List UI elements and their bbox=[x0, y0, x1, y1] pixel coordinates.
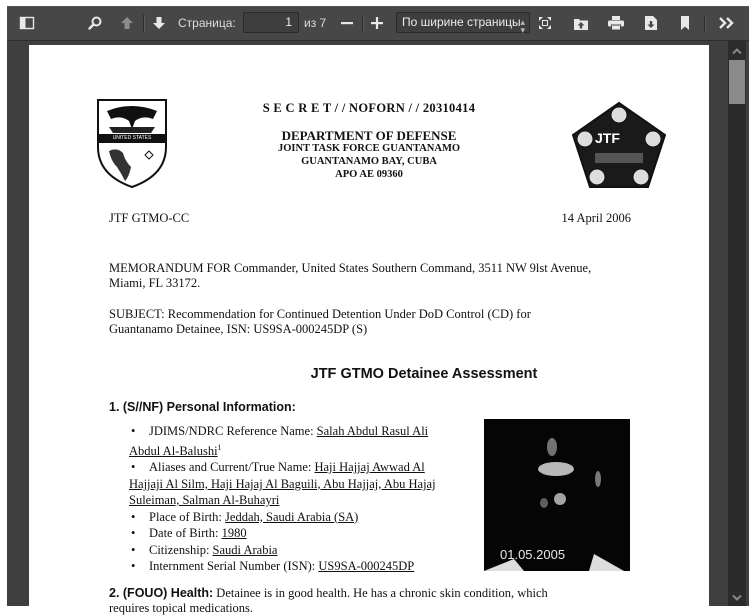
list-item-continuation bbox=[129, 476, 469, 493]
list-item bbox=[129, 509, 469, 526]
item-value: 1980 bbox=[221, 526, 247, 541]
search-button[interactable] bbox=[83, 6, 107, 40]
toolbar-separator bbox=[704, 15, 705, 32]
list-item-continuation bbox=[129, 492, 469, 509]
page-total: из 7 bbox=[304, 16, 327, 30]
download-icon bbox=[645, 16, 657, 30]
office-code: JTF GTMO-CC bbox=[109, 211, 190, 225]
toolbar-separator bbox=[362, 15, 363, 32]
bookmark-button[interactable] bbox=[673, 6, 697, 40]
pdf-page bbox=[29, 45, 709, 615]
item-value: Salah Abdul Rasul Ali bbox=[316, 424, 429, 438]
arrow-up-icon bbox=[120, 16, 134, 30]
section-2-paragraph bbox=[109, 586, 548, 601]
section-2-text: Detainee is in good health. He has a chronic skin condition, which bbox=[213, 586, 548, 600]
classification-banner: S E C R E T / / NOFORN / / 20310414 bbox=[262, 101, 476, 115]
toolbar bbox=[7, 6, 749, 41]
item-label: Internment Serial Number (ISN): bbox=[149, 559, 319, 574]
section-2-heading: 2. (FOUO) Health: bbox=[109, 586, 214, 600]
list-item-continuation bbox=[129, 440, 469, 460]
zoom-select[interactable] bbox=[396, 12, 530, 33]
personal-info-list bbox=[129, 423, 469, 575]
detainee-photo bbox=[484, 419, 630, 571]
item-label: JDIMS/NDRC Reference Name: bbox=[149, 424, 317, 438]
double-chevron-right-icon bbox=[719, 17, 735, 29]
item-label: Date of Birth: bbox=[149, 526, 222, 541]
item-value: Abdul Al-Balushi bbox=[129, 443, 218, 458]
item-value: US9SA-000245DP bbox=[318, 559, 415, 574]
footnote-marker: 1 bbox=[217, 442, 222, 452]
item-value: Haji Hajjaj Awwad Al bbox=[314, 460, 425, 475]
search-icon bbox=[88, 16, 102, 30]
presentation-mode-button[interactable] bbox=[533, 6, 557, 40]
scroll-up-button[interactable] bbox=[728, 41, 746, 59]
tools-button[interactable] bbox=[712, 6, 742, 40]
org-line: JOINT TASK FORCE GUANTANAMO bbox=[277, 143, 461, 154]
assessment-title: JTF GTMO Detainee Assessment bbox=[310, 366, 538, 382]
vertical-scrollbar[interactable] bbox=[728, 41, 746, 606]
org-line: GUANTANAMO BAY, CUBA bbox=[301, 156, 437, 167]
item-value: Hajjaji Al Silm, Haji Hajaj Al Baguili, Abu Hajjaj, Abu Hajaj bbox=[129, 476, 436, 491]
list-item bbox=[129, 423, 469, 440]
memo-line: Miami, FL 33172. bbox=[109, 276, 201, 290]
zoom-out-button[interactable] bbox=[337, 6, 357, 40]
next-page-button[interactable] bbox=[147, 6, 171, 40]
item-value: Saudi Arabia bbox=[212, 542, 278, 557]
document-viewer[interactable] bbox=[7, 41, 749, 615]
subject-line: Guantanamo Detainee, ISN: US9SA-000245DP (S) bbox=[109, 322, 368, 336]
chevron-down-icon bbox=[732, 588, 742, 606]
presentation-mode-icon bbox=[538, 16, 552, 30]
arrow-down-icon bbox=[152, 16, 166, 30]
item-label: Citizenship: bbox=[149, 542, 213, 557]
page-number-input[interactable]: 1 bbox=[243, 12, 299, 33]
section-1-heading: 1. (S//NF) Personal Information: bbox=[109, 400, 296, 414]
sidebar-toggle-button[interactable] bbox=[13, 6, 41, 40]
plus-icon bbox=[371, 17, 383, 29]
bookmark-icon bbox=[680, 16, 690, 30]
select-arrows-icon: ▴ ▾ bbox=[520, 17, 525, 35]
page-label: Страница: bbox=[178, 16, 236, 30]
list-item bbox=[129, 542, 469, 559]
scrollbar-thumb[interactable] bbox=[729, 60, 745, 104]
list-item bbox=[129, 459, 469, 476]
open-file-button[interactable] bbox=[569, 6, 593, 40]
toolbar-separator bbox=[143, 15, 144, 32]
open-file-icon bbox=[574, 17, 588, 30]
section-2-text: requires topical medications. bbox=[109, 601, 254, 615]
scroll-down-button[interactable] bbox=[728, 588, 746, 606]
item-value: Suleiman, Salman Al-Buhayri bbox=[129, 493, 280, 508]
item-label: Aliases and Current/True Name: bbox=[149, 460, 315, 475]
chevron-up-icon bbox=[732, 41, 742, 59]
download-button[interactable] bbox=[639, 6, 663, 40]
zoom-in-button[interactable] bbox=[367, 6, 387, 40]
item-value: Jeddah, Saudi Arabia (SA) bbox=[225, 509, 359, 524]
print-button[interactable] bbox=[603, 6, 629, 40]
pdf-viewer-window bbox=[7, 6, 749, 615]
photo-date-stamp: 01.05.2005 bbox=[500, 547, 566, 562]
department-heading: DEPARTMENT OF DEFENSE bbox=[281, 128, 457, 143]
sidebar-icon bbox=[20, 17, 34, 29]
list-item bbox=[129, 525, 469, 542]
seal-text: UNITED STATES SOUTHERN COMMAND bbox=[104, 135, 160, 150]
print-icon bbox=[608, 16, 624, 30]
subject-line: SUBJECT: Recommendation for Continued Detention Under DoD Control (CD) for bbox=[109, 307, 531, 321]
list-item bbox=[129, 558, 469, 575]
org-line: APO AE 09360 bbox=[335, 169, 403, 180]
memo-line: MEMORANDUM FOR Commander, United States Southern Command, 3511 NW 9lst Avenue, bbox=[109, 261, 592, 275]
previous-page-button[interactable] bbox=[115, 6, 139, 40]
svg-text:JTF: JTF bbox=[595, 130, 620, 146]
minus-icon bbox=[341, 17, 353, 29]
item-label: Place of Birth: bbox=[149, 509, 226, 524]
zoom-select-value: По ширине страницы bbox=[402, 15, 521, 29]
document-date: 14 April 2006 bbox=[561, 211, 631, 225]
